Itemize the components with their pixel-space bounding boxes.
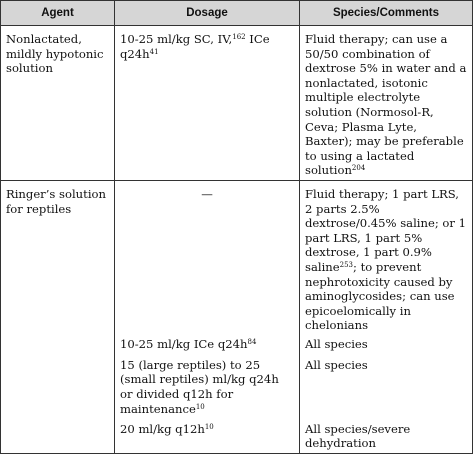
table-row — [1, 420, 473, 454]
agent-cell — [1, 335, 115, 356]
reference-superscript: 84 — [247, 337, 257, 346]
table-row — [1, 356, 473, 420]
dosage-cell — [115, 356, 300, 420]
comments-text: Fluid therapy; can use a 50/50 combination of dextrose 5% in water and a nonlactated, isotonic multiple electrolyte solution (Normosol-R, Ceva; Plasma Lyte, Baxter); may be preferable to using a lactated solution — [305, 32, 467, 178]
dosage-text: 15 (large reptiles) to 25 (small reptiles) ml/kg q24h or divided q12h for maintenance — [120, 357, 279, 416]
reference-superscript: 10 — [204, 422, 214, 431]
dosage-text-continued: ICe q24h — [120, 32, 270, 61]
table-row — [1, 335, 473, 356]
table-row — [1, 26, 473, 181]
agent-cell: Nonlactated, mildly hypotonic solution — [1, 26, 115, 181]
comments-text: All species/severe dehydration — [305, 421, 411, 451]
agent-cell — [1, 356, 115, 420]
dosage-cell — [115, 335, 300, 356]
reference-superscript: 10 — [195, 402, 205, 411]
reference-superscript: 253 — [339, 260, 353, 269]
comments-cell — [300, 26, 473, 181]
reference-superscript: 162 — [232, 33, 246, 41]
dosage-text: — — [201, 186, 213, 201]
agent-cell: Ringer’s solution for reptiles — [1, 180, 115, 334]
dosage-text: 10-25 ml/kg ICe q24h — [120, 336, 248, 351]
header-agent: Agent — [1, 1, 115, 26]
comments-text: Fluid therapy; 1 part LRS, 2 parts 2.5% dextrose/0.45% saline; or 1 part LRS, 1 part 5% dextrose, 1 part 0.9% saline — [305, 186, 467, 274]
dosage-text: 10-25 ml/kg SC, IV, — [120, 32, 233, 46]
comments-cell — [300, 335, 473, 356]
comments-text-continued: ; to prevent nephrotoxicity caused by aminoglycosides; can use epicoelomically in chelonians — [305, 259, 455, 333]
comments-text: All species — [305, 336, 368, 351]
comments-cell — [300, 180, 473, 334]
dosage-cell — [115, 180, 300, 334]
reference-superscript: 41 — [149, 47, 159, 56]
comments-text: All species — [305, 357, 368, 372]
dosage-cell — [115, 420, 300, 454]
header-dosage: Dosage — [115, 1, 300, 26]
comments-cell — [300, 356, 473, 420]
header-species-comments: Species/Comments — [300, 1, 473, 26]
comments-cell — [300, 420, 473, 454]
agent-cell — [1, 420, 115, 454]
table-header-row — [1, 1, 473, 26]
dosage-cell — [115, 26, 300, 181]
table-row — [1, 180, 473, 334]
reference-superscript: 204 — [351, 164, 366, 173]
dosage-text: 20 ml/kg q12h — [120, 421, 205, 436]
